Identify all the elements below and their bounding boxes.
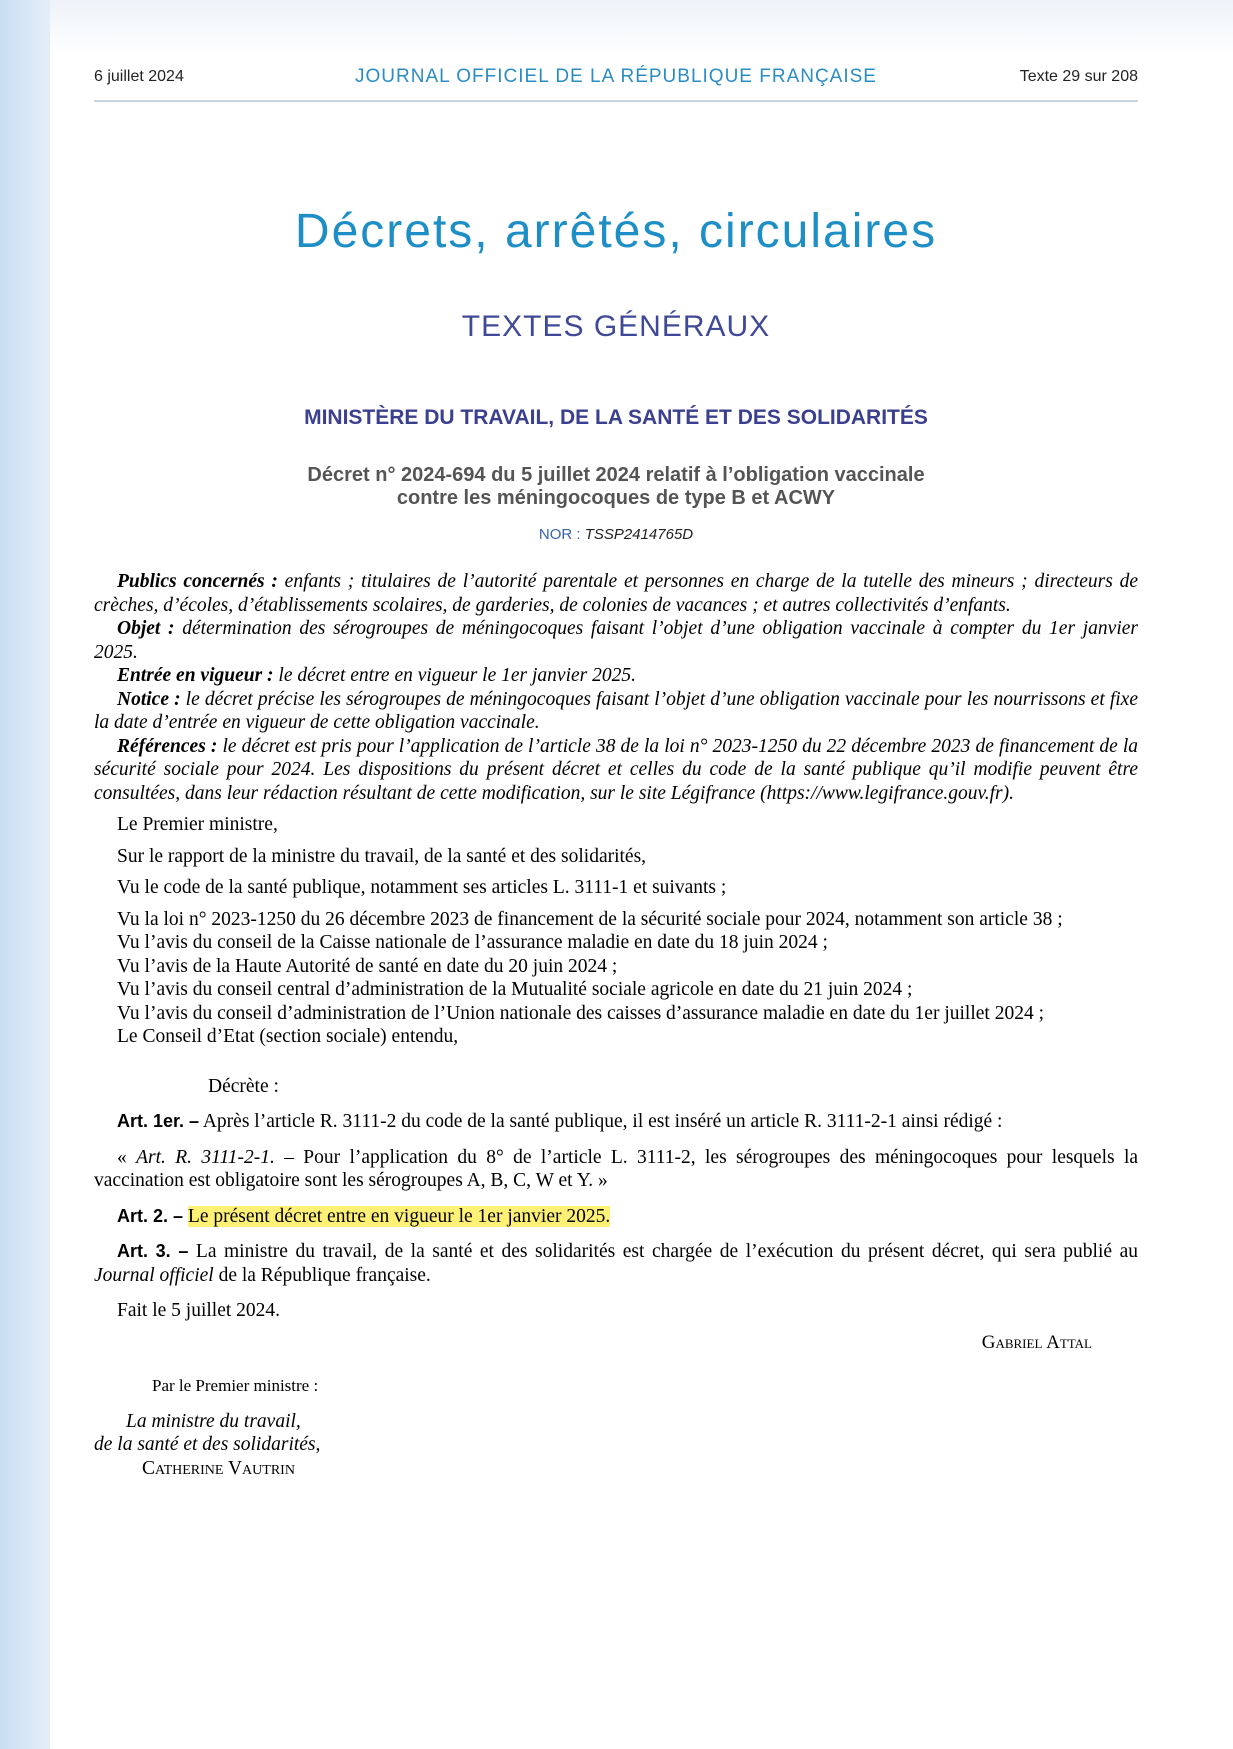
decree-title: [94, 464, 1138, 510]
minister-name: Catherine Vautrin: [142, 1457, 295, 1479]
objet-text: détermination des sérogroupes de méningocoques faisant l’objet d’une obligation vaccinale à compter du 1er janvier 2025.: [94, 618, 1139, 663]
minister-line1: La ministre du travail,: [126, 1410, 301, 1432]
minister-signature-block: [94, 1410, 1138, 1481]
art1-quote-open: «: [117, 1146, 137, 1168]
nor-reference: [94, 526, 1138, 543]
decrete: Décrète :: [208, 1075, 279, 1097]
ministry-name: MINISTÈRE DU TRAVAIL, DE LA SANTÉ ET DES SOLIDARITÉS: [304, 406, 928, 429]
section-title: Décrets, arrêtés, circulaires: [294, 205, 938, 258]
decree-title-line2: contre les méningocoques de type B et ACWY: [396, 487, 836, 509]
notice-text: le décret précise les sérogroupes de méningocoques faisant l’objet d’une obligation vaccinale pour les nourrissons et fixe la date d’entrée en vigueur de cette obligation vaccinale.: [94, 688, 1138, 733]
art3-label: Art. 3. –: [117, 1241, 189, 1261]
preamble-line: Vu l’avis du conseil de la Caisse nationale de l’assurance maladie en date du 18 juin 2024 ;: [117, 932, 828, 953]
subsection-title: TEXTES GÉNÉRAUX: [461, 310, 771, 343]
art3-text-italic: Journal officiel: [94, 1264, 214, 1286]
minister-line2: de la santé et des solidarités,: [94, 1434, 321, 1455]
publics-text: enfants ; titulaires de l’autorité parentale et personnes en charge de la tutelle des mineurs ; directeurs de crèches, d’écoles, d’établissements scolaires, de garderies, de colonies de vacances ; et autres collectivités d’enfants.: [94, 571, 1138, 616]
notice-references: [94, 735, 1138, 806]
nor-code: TSSP2414765D: [584, 526, 694, 543]
par-le-premier-ministre: Par le Premier ministre :: [152, 1376, 319, 1395]
preamble-line: Le Premier ministre,: [117, 814, 278, 835]
objet-label: Objet :: [117, 618, 175, 639]
publics-label: Publics concernés :: [117, 571, 278, 592]
notice-objet: [94, 617, 1138, 664]
art1-text: Après l’article R. 3111-2 du code de la santé publique, il est inséré un article R. 3111-2-1 ainsi rédigé :: [199, 1111, 1003, 1132]
art1-quote-text: – Pour l’application du 8° de l’article L. 3111-2, les sérogroupes des méningocoques pour lesquels la vaccination est obligatoire sont les sérogroupes A, B, C, W et Y. »: [94, 1146, 1139, 1191]
art3-text-a: La ministre du travail, de la santé et des solidarités est chargée de l’exécution du présent décret, qui sera publié au: [188, 1241, 1138, 1262]
notice-notice: [94, 688, 1138, 735]
left-margin-bar: [0, 0, 50, 1749]
article-1: [94, 1110, 1138, 1134]
preamble-line: Vu l’avis du conseil central d’administration de la Mutualité sociale agricole en date du 21 juin 2024 ;: [117, 979, 913, 1000]
notice-publics: [94, 570, 1138, 617]
page-header: [94, 60, 1138, 102]
header-text-number: Texte 29 sur 208: [1019, 68, 1138, 85]
entree-text: le décret entre en vigueur le 1er janvier 2025.: [273, 665, 636, 686]
top-fade: [50, 0, 1233, 56]
preamble-line: Vu l’avis de la Haute Autorité de santé en date du 20 juin 2024 ;: [117, 955, 618, 977]
notice-label: Notice :: [117, 688, 181, 710]
header-journal-name: JOURNAL OFFICIEL DE LA RÉPUBLIQUE FRANÇAISE: [355, 66, 877, 87]
decree-body: [94, 570, 1138, 1480]
header-date: 6 juillet 2024: [94, 68, 184, 85]
prime-minister-signature: Gabriel Attal: [981, 1331, 1092, 1353]
art1-quote-label: Art. R. 3111-2-1.: [136, 1146, 275, 1168]
preamble-line: Vu la loi n° 2023-1250 du 26 décembre 2023 de financement de la sécurité sociale pour 2024, notamment son article 38 ;: [117, 908, 1063, 930]
nor-label: NOR :: [538, 526, 581, 543]
art3-text-b: de la République française.: [213, 1264, 431, 1286]
preamble-line: Vu l’avis du conseil d’administration de l’Union nationale des caisses d’assurance maladie en date du 1er juillet 2024 ;: [117, 1002, 1044, 1024]
article-2: [94, 1205, 1138, 1229]
preamble-line: Sur le rapport de la ministre du travail, de la santé et des solidarités,: [117, 845, 647, 867]
article-3: [94, 1240, 1138, 1287]
article-1-quote: [94, 1146, 1138, 1193]
art2-label: Art. 2. –: [117, 1205, 184, 1226]
references-label: Références :: [117, 735, 218, 757]
preamble-line: Vu le code de la santé publique, notamment ses articles L. 3111-1 et suivants ;: [117, 877, 727, 898]
references-text: le décret est pris pour l’application de l’article 38 de la loi n° 2023-1250 du 22 décembre 2023 de financement de la sécurité sociale pour 2024. Les dispositions du présent décret et celles du code de la santé publique qu’il modifie peuvent être consultées, dans leur rédaction résultant de cette modification, sur le site Légifrance (https://www.legifrance.gouv.fr).: [94, 735, 1138, 804]
art2-highlighted-text: Le présent décret entre en vigueur le 1er janvier 2025.: [187, 1205, 611, 1227]
preamble-line: Le Conseil d’Etat (section sociale) entendu,: [117, 1026, 459, 1047]
notice-entree: [94, 664, 1138, 688]
art1-label: Art. 1er. –: [117, 1111, 200, 1131]
decree-title-line1: Décret n° 2024-694 du 5 juillet 2024 relatif à l’obligation vaccinale: [307, 464, 925, 486]
fait-le: Fait le 5 juillet 2024.: [117, 1300, 281, 1321]
entree-label: Entrée en vigueur :: [117, 665, 274, 686]
